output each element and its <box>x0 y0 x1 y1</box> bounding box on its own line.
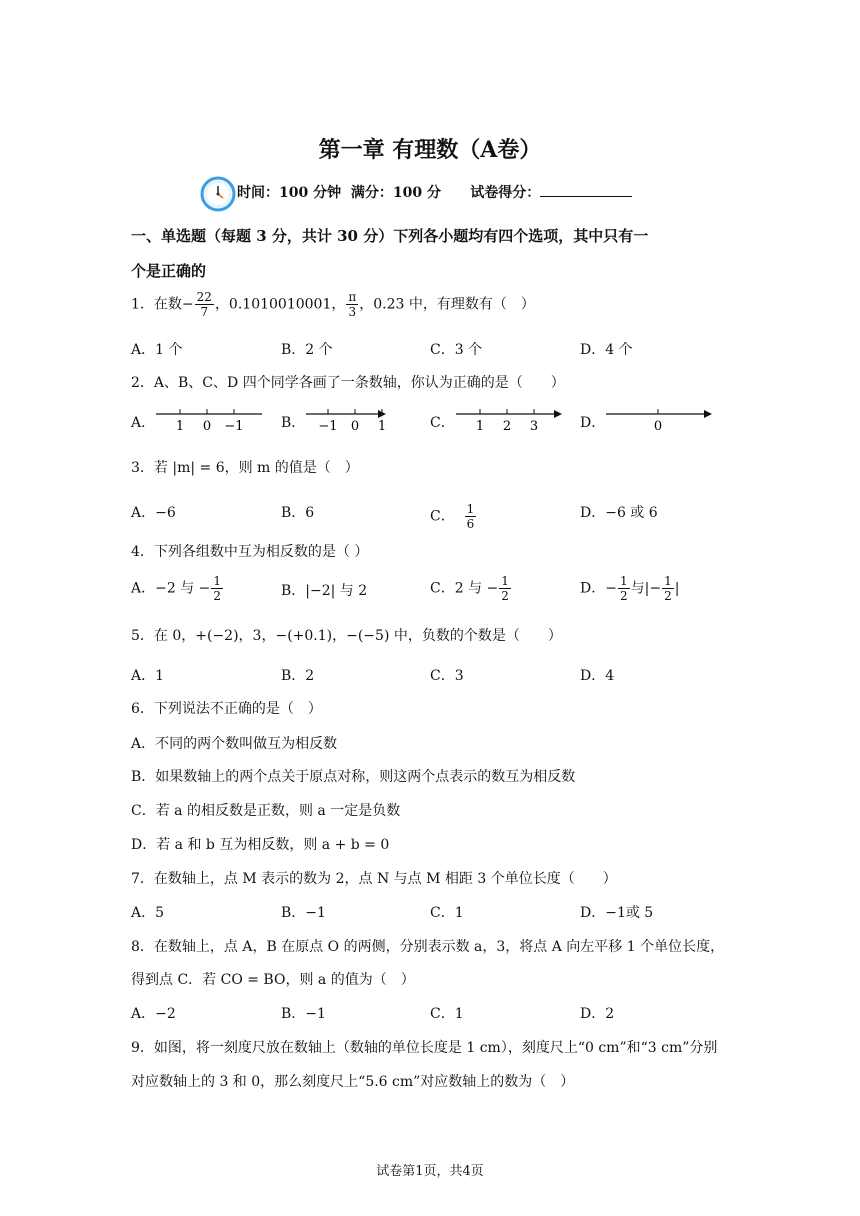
q5-option-d[interactable]: D．4 <box>580 668 615 684</box>
question-8-line1: 8．在数轴上，点 A，B 在原点 O 的两侧，分别表示数 a，3，将点 A 向左平移 1 个单位长度， <box>131 939 725 955</box>
full-score-label: 满分：100 分 <box>350 185 441 201</box>
axis-b-label-1: −1 <box>318 419 338 434</box>
q3-c-fraction: $\frac{1}{6}$ <box>466 502 475 531</box>
axis-c-label-2: 2 <box>502 419 512 434</box>
q1-option-c[interactable]: C．3 个 <box>430 342 483 358</box>
q2-axis-a <box>154 402 264 434</box>
q6-option-c[interactable]: C．若 a 的相反数是正数，则 a 一定是负数 <box>131 803 401 819</box>
q3-option-c[interactable]: C． $\frac{1}{6}$ <box>430 502 475 531</box>
q7-option-d[interactable]: D．−1或 5 <box>580 905 654 921</box>
question-1: 1．在数− $\frac{22}{7}$ ，0.1010010001， $\frac{\pi}{3}$ ，0.23 中，有理数有（ ） <box>131 290 535 319</box>
section-heading-line2: 个是正确的 <box>131 262 207 280</box>
q6-option-d[interactable]: D．若 a 和 b 互为相反数，则 a + b = 0 <box>131 837 390 853</box>
q2-option-d[interactable]: D． <box>580 415 606 431</box>
q5-option-c[interactable]: C．3 <box>430 668 464 684</box>
q2-axis-c <box>454 402 566 434</box>
q1-option-d[interactable]: D．4 个 <box>580 342 633 358</box>
question-2: 2．A、B、C、D 四个同学各画了一条数轴，你认为正确的是（ ） <box>131 375 565 391</box>
question-3: 3．若 |m| = 6，则 m 的值是（ ） <box>131 460 359 476</box>
q1-rest: ，0.23 中，有理数有（ ） <box>359 296 535 313</box>
q5-option-a[interactable]: A．1 <box>131 668 165 684</box>
q4-option-a[interactable]: A．−2 与 − $\frac{1}{2}$ <box>131 574 222 603</box>
axis-a-label-3: −1 <box>224 419 244 434</box>
question-8-line2: 得到点 C．若 CO = BO，则 a 的值为（ ） <box>131 972 415 988</box>
page-footer: 试卷第1页，共4页 <box>376 1164 484 1179</box>
page-title: 第一章 有理数（A卷） <box>318 137 542 163</box>
q2-option-c[interactable]: C． <box>430 415 455 431</box>
question-9-line1: 9．如图，将一刻度尺放在数轴上（数轴的单位长度是 1 cm），刻度尺上“0 cm”和“3 cm”分别 <box>131 1040 718 1056</box>
score-label: 试卷得分： <box>470 185 541 201</box>
axis-b-label-3: 1 <box>377 419 387 434</box>
section-heading-line1: 一、单选题（每题 3 分，共计 30 分）下列各小题均有四个选项，其中只有一 <box>131 227 649 245</box>
q8-option-c[interactable]: C．1 <box>430 1006 464 1022</box>
time-label: 时间：100 分钟 <box>237 185 342 201</box>
q8-option-d[interactable]: D．2 <box>580 1006 615 1022</box>
q2-option-b[interactable]: B． <box>281 415 306 431</box>
q4-option-b[interactable]: B．|−2| 与 2 <box>281 583 368 599</box>
q2-option-a[interactable]: A． <box>131 415 156 431</box>
exam-meta <box>237 182 632 202</box>
q1-lead: 1．在数 <box>131 296 182 313</box>
q1-option-a[interactable]: A．1 个 <box>131 342 183 358</box>
q6-option-a[interactable]: A．不同的两个数叫做互为相反数 <box>131 736 338 752</box>
axis-c-label-3: 3 <box>529 419 539 434</box>
q2-axis-d <box>604 402 716 434</box>
clock-icon <box>200 176 236 212</box>
q8-option-b[interactable]: B．−1 <box>281 1006 326 1022</box>
q7-option-a[interactable]: A．5 <box>131 905 165 921</box>
q4-option-d[interactable]: D．− $\frac{1}{2}$ 与|− $\frac{1}{2}$ | <box>580 574 680 603</box>
axis-a-label-1: 1 <box>175 419 185 434</box>
question-9-line2: 对应数轴上的 3 和 0，那么刻度尺上“5.6 cm”对应数轴上的数为（ ） <box>131 1074 575 1090</box>
q2-axis-b <box>304 402 388 434</box>
q3-option-b[interactable]: B．6 <box>281 505 315 521</box>
q3-option-d[interactable]: D．−6 或 6 <box>580 505 658 521</box>
question-5: 5．在 0，+(−2)，3，−(+0.1)，−(−5) 中，负数的个数是（ ） <box>131 628 562 644</box>
axis-b-label-2: 0 <box>350 419 360 434</box>
q1-mid: ，0.1010010001， <box>214 296 346 313</box>
q1-option-b[interactable]: B．2 个 <box>281 342 333 358</box>
score-blank[interactable] <box>540 184 632 197</box>
q7-option-b[interactable]: B．−1 <box>281 905 326 921</box>
axis-c-label-1: 1 <box>475 419 485 434</box>
q7-option-c[interactable]: C．1 <box>430 905 464 921</box>
question-4: 4．下列各组数中互为相反数的是（ ） <box>131 544 369 560</box>
q1-pi-fraction: $\frac{\pi}{3}$ <box>348 290 357 319</box>
q8-option-a[interactable]: A．−2 <box>131 1006 176 1022</box>
question-6: 6．下列说法不正确的是（ ） <box>131 701 322 717</box>
question-7: 7．在数轴上，点 M 表示的数为 2，点 N 与点 M 相距 3 个单位长度（ ） <box>131 871 617 887</box>
q5-option-b[interactable]: B．2 <box>281 668 315 684</box>
q4-option-c[interactable]: C．2 与 − $\frac{1}{2}$ <box>430 574 509 603</box>
q3-option-a[interactable]: A．−6 <box>131 505 176 521</box>
axis-d-label-1: 0 <box>653 419 663 434</box>
q1-fraction: $\frac{22}{7}$ <box>196 290 212 319</box>
q6-option-b[interactable]: B．如果数轴上的两个点关于原点对称，则这两个点表示的数互为相反数 <box>131 769 576 785</box>
axis-a-label-2: 0 <box>202 419 212 434</box>
